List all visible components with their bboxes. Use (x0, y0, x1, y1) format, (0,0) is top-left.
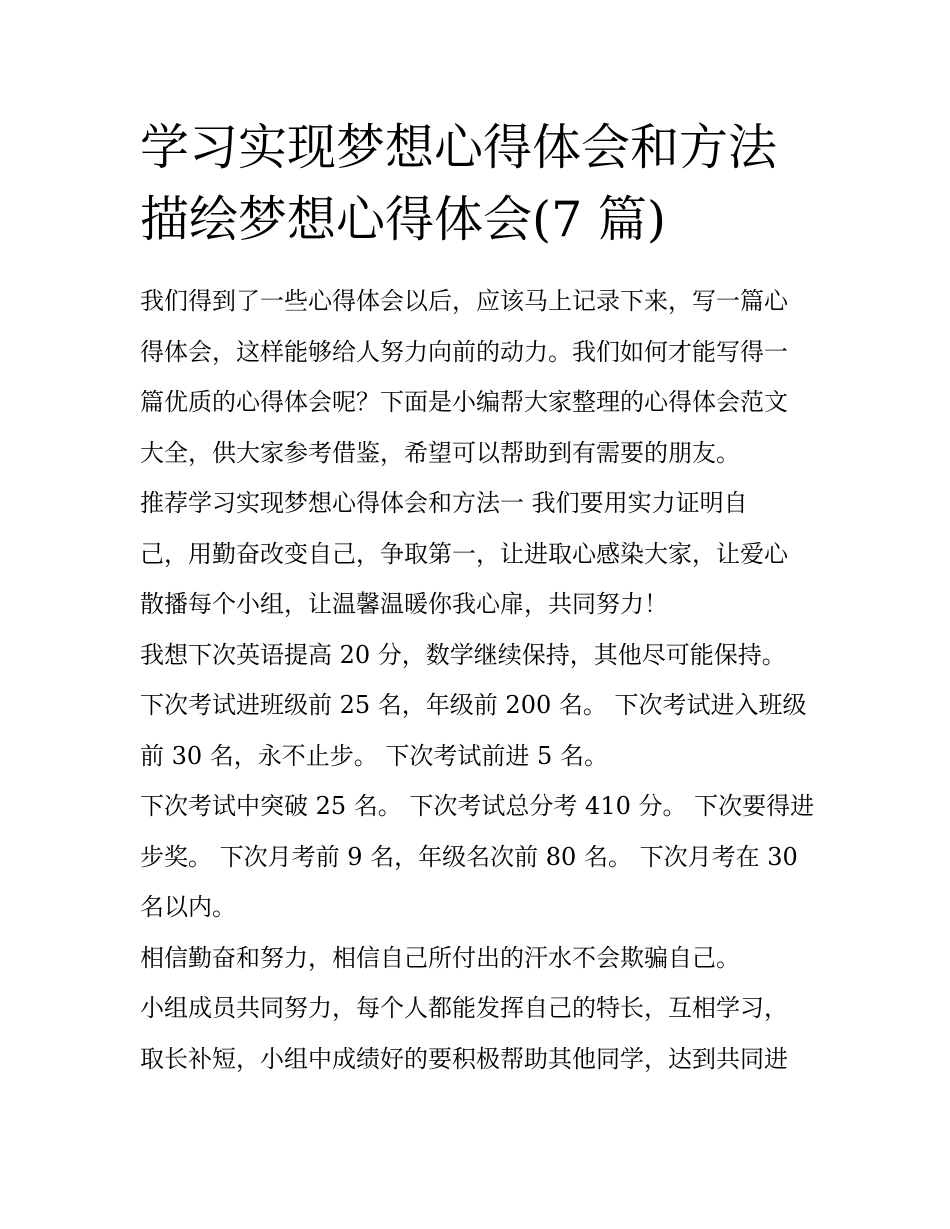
paragraph-line: 相信勤奋和努力，相信自己所付出的汗水不会欺骗自己。 (140, 943, 740, 972)
paragraph-line: 大全，供大家参考借鉴，希望可以帮助到有需要的朋友。 (140, 438, 740, 467)
paragraph-line: 己，用勤奋改变自己，争取第一，让进取心感染大家，让爱心 (140, 539, 788, 568)
paragraph-line: 散播每个小组，让温馨温暖你我心扉，共同努力！ (140, 590, 668, 618)
title-line: 描绘梦想心得体会(7 篇) (140, 191, 666, 248)
title-line: 学习实现梦想心得体会和方法 (140, 119, 778, 176)
paragraph-line: 下次考试进班级前 25 名，年级前 200 名。 下次考试进入班级 (140, 691, 807, 719)
paragraph-line: 前 30 名，永不止步。 下次考试前进 5 名。 (140, 741, 608, 770)
document-title (140, 112, 840, 256)
paragraph-line: 我想下次英语提高 20 分，数学继续保持，其他尽可能保持。 (140, 640, 786, 669)
paragraph-line: 篇优质的心得体会呢？下面是小编帮大家整理的心得体会范文 (140, 388, 788, 416)
paragraph-line: 小组成员共同努力，每个人都能发挥自己的特长，互相学习， (140, 994, 788, 1022)
paragraph-line: 下次考试中突破 25 名。 下次考试总分考 410 分。 下次要得进 (140, 792, 815, 820)
paragraph-line: 名以内。 (140, 893, 236, 921)
paragraph-line: 我们得到了一些心得体会以后，应该马上记录下来，写一篇心 (140, 287, 788, 315)
document-body (140, 276, 830, 1084)
paragraph-line: 得体会，这样能够给人努力向前的动力。我们如何才能写得一 (140, 337, 788, 366)
paragraph-line: 取长补短，小组中成绩好的要积极帮助其他同学，达到共同进 (140, 1044, 788, 1073)
paragraph-line: 步奖。 下次月考前 9 名，年级名次前 80 名。 下次月考在 30 (140, 842, 798, 871)
paragraph-line: 推荐学习实现梦想心得体会和方法一 我们要用实力证明自 (140, 489, 748, 517)
